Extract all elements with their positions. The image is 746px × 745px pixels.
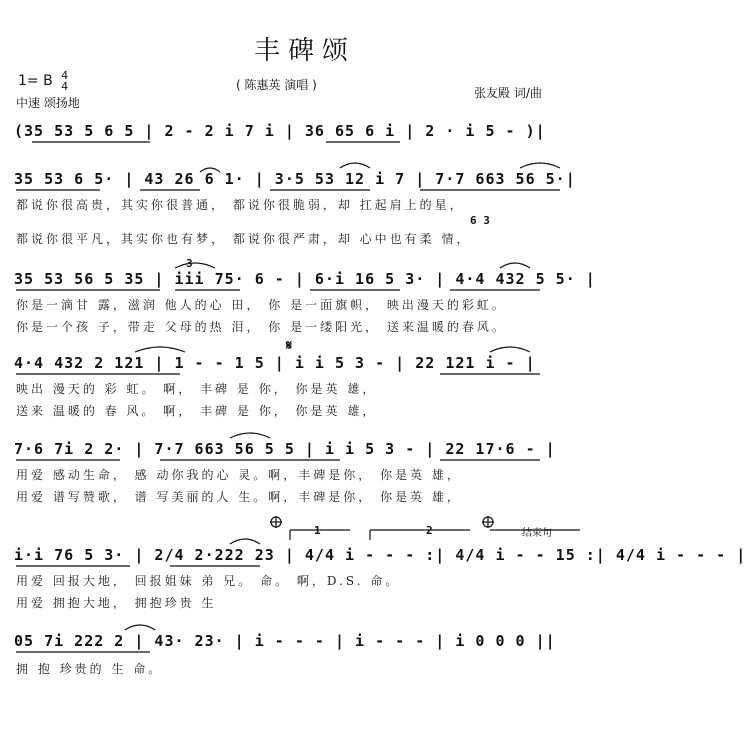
slur xyxy=(500,263,530,268)
lyric-row-5-verse-1: 用爱 回报大地， 回报姐妹 弟 兄。 命。 啊，D.S. 命。 xyxy=(16,574,401,588)
slur xyxy=(340,163,370,168)
triplet-mark: 3 xyxy=(186,257,193,270)
notation-row-6: 05 7i 222 2 | 43· 23· | i - - - | i - - - | i 0 0 0 || xyxy=(14,632,556,650)
lyric-row-1-verse-2: 都说你很平凡，其实你也有梦， 都说你很严肃，却 心中也有柔 情， xyxy=(16,232,472,246)
volta-2-label: 2 xyxy=(426,524,433,537)
ending-label: 结束句 xyxy=(522,528,552,539)
lyric-row-2-verse-2: 你是一个孩 子，带走 父母的热 泪， 你 是一缕阳光， 送来温暖的春风。 xyxy=(16,320,507,334)
notation-row-2: 35 53 56 5 35 | iii 75· 6 - | 6·i 16 5 3· | 4·4 432 5 5· | xyxy=(14,270,596,288)
notation-row-3: 4·4 432 2 121 | 1 - - 1 5 | i i 5 3 - | 22 121 i - | xyxy=(14,354,536,372)
segno-sign: 𝄋 xyxy=(286,338,293,354)
lyric-row-5-verse-2: 用爱 拥抱大地， 拥抱珍贵 生 xyxy=(16,596,217,610)
volta-1-label: 1 xyxy=(314,524,321,537)
time-top: 4 xyxy=(61,69,69,82)
author-credit: 张友殿 词/曲 xyxy=(474,86,542,100)
slur xyxy=(490,347,530,352)
page-title: 丰碑颂 xyxy=(253,36,356,66)
slur xyxy=(230,433,270,438)
ornament-notes: 6 3 xyxy=(470,214,490,227)
lyric-row-3-verse-2: 送来 温暖的 春 风。 啊， 丰碑 是 你， 你是英 雄， xyxy=(16,404,378,418)
triplet-slur xyxy=(175,263,215,268)
lyric-row-4-verse-1: 用爱 感动生命， 感 动你我的心 灵。啊，丰碑是你， 你是英 雄， xyxy=(16,468,462,482)
slur xyxy=(125,625,155,630)
slur xyxy=(200,168,220,172)
lyric-row-4-verse-2: 用爱 谱写赞歌， 谱 写美丽的人 生。啊，丰碑是你， 你是英 雄， xyxy=(16,490,462,504)
slur xyxy=(135,347,185,352)
lyric-row-6: 拥 抱 珍贵的 生 命。 xyxy=(16,662,164,676)
lyric-row-2-verse-1: 你是一滴甘 露，滋润 他人的心 田， 你 是一面旗帜， 映出漫天的彩虹。 xyxy=(16,298,507,312)
lyric-row-3-verse-1: 映出 漫天的 彩 虹。 啊， 丰碑 是 你， 你是英 雄， xyxy=(16,382,378,396)
tempo-marking: 中速 颂扬地 xyxy=(16,96,80,110)
time-bottom: 4 xyxy=(61,80,69,93)
notation-row-1: 35 53 6 5· | 43 26 6 1· | 3·5 53 12 i 7 | 7·7 663 56 5·| xyxy=(14,170,576,188)
slur xyxy=(230,539,260,544)
key-label: 1= B xyxy=(18,73,53,89)
notation-row-4: 7·6 7i 2 2· | 7·7 663 56 5 5 | i i 5 3 - | 22 17·6 - | xyxy=(14,440,556,458)
notation-row-0: (35 53 5 6 5 | 2 - 2 i 7 i | 36 65 6 i | 2 · i 5 - )| xyxy=(14,122,546,140)
notation-row-5: i·i 76 5 3· | 2/4 2·222 23 | 4/4 i - - - :| 4/4 i - - 15 :| 4/4 i - - - | xyxy=(14,546,746,564)
singer-credit: ( 陈惠英 演唱 ) xyxy=(236,78,317,92)
slur xyxy=(520,163,560,168)
lyric-row-1-verse-1: 都说你很高贵，其实你很普通， 都说你很脆弱，却 扛起肩上的星， xyxy=(16,198,465,212)
